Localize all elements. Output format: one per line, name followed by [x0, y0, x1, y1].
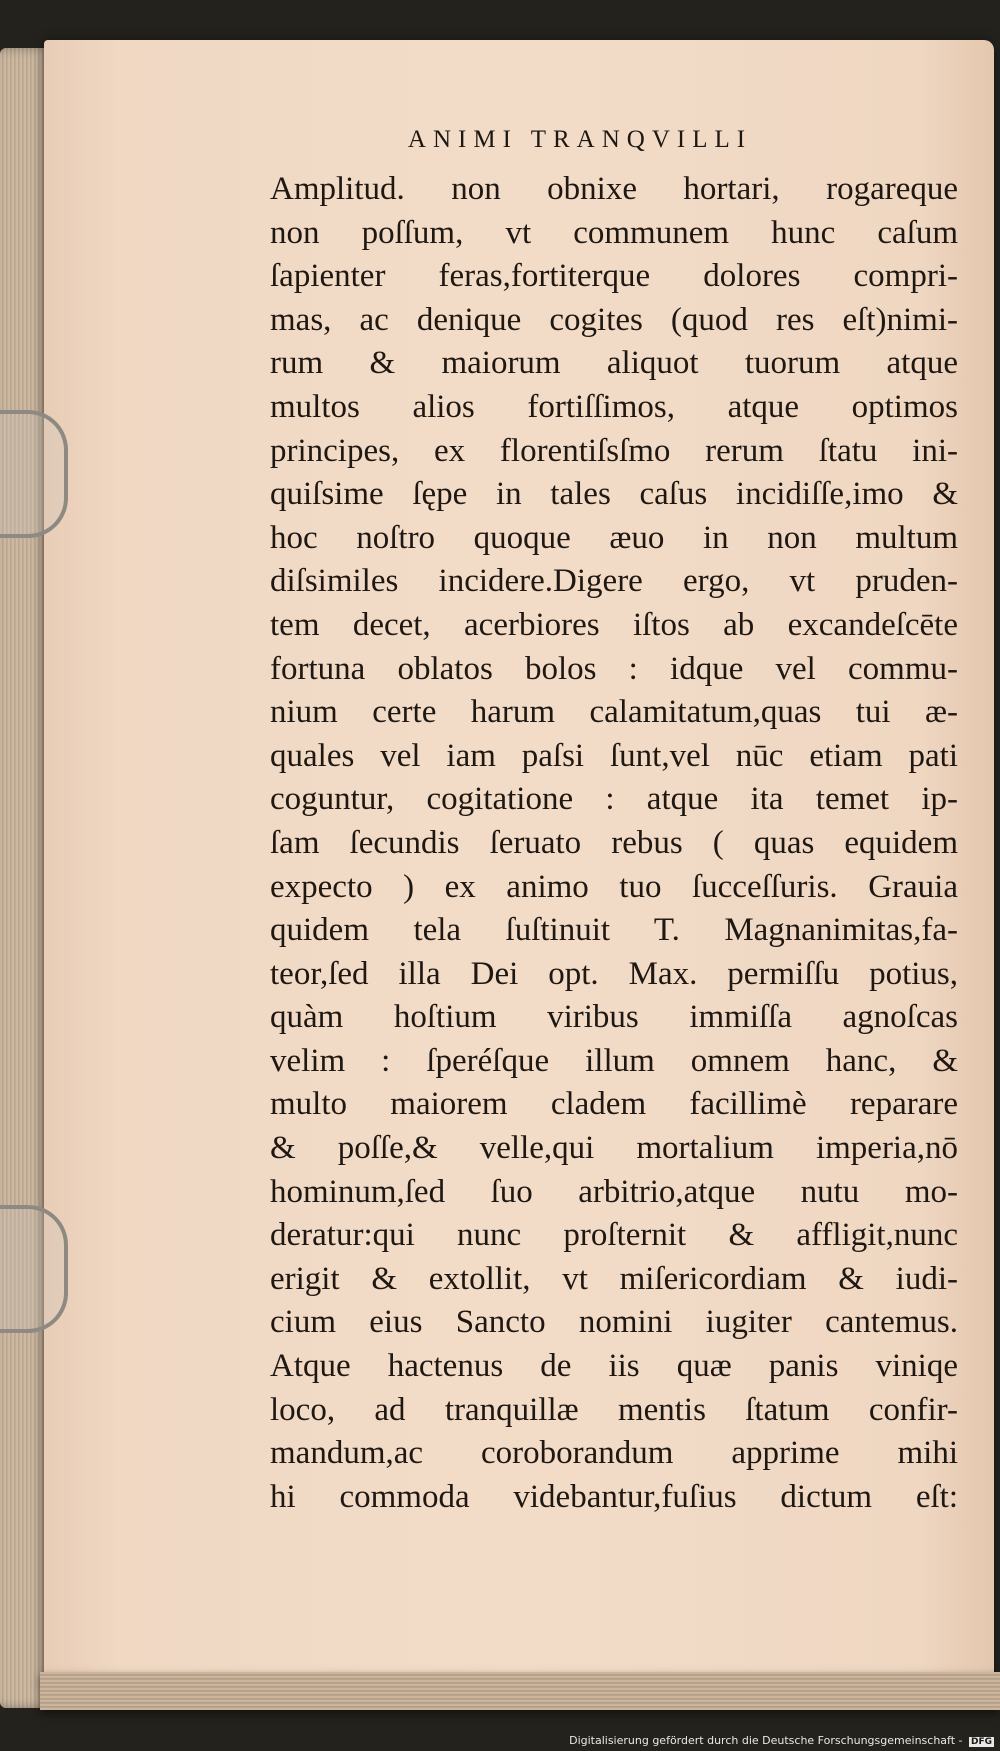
- text-line: tem decet, acerbiores iſtos ab excandeſcēte: [270, 606, 958, 643]
- text-line: nium certe harum calamitatum,quas tui æ-: [270, 694, 958, 731]
- text-line: erigit & extollit, vt miſericordiam & iudi-: [270, 1260, 958, 1297]
- text-line: quales vel iam paſsi ſunt,vel nūc etiam pati: [270, 737, 958, 774]
- text-line: hi commoda videbantur,fuſius dictum eſt:: [270, 1478, 958, 1515]
- text-line: multos alios fortiſſimos, atque optimos: [270, 388, 958, 425]
- text-line: hoc noſtro quoque æuo in non multum: [270, 519, 958, 556]
- text-line: mandum,ac coroborandum apprime mihi: [270, 1435, 958, 1472]
- text-line: & poſſe,& velle,qui mortalium imperia,nō: [270, 1130, 958, 1167]
- book-clip-bottom: [0, 1205, 68, 1333]
- book-clip-top: [0, 410, 68, 538]
- dfg-logo-icon: DFG: [970, 1737, 992, 1747]
- text-line: hominum,ſed ſuo arbitrio,atque nutu mo-: [270, 1173, 958, 1210]
- text-line: velim : ſperéſque illum omnem hanc, &: [270, 1042, 958, 1079]
- text-line: multo maiorem cladem facillimè reparare: [270, 1086, 958, 1123]
- text-line: diſsimiles incidere.Digere ergo, vt pruden-: [270, 563, 958, 600]
- digitization-credit: [569, 1734, 994, 1747]
- text-line: ſapienter feras,fortiterque dolores compri-: [270, 258, 958, 295]
- text-line: mas, ac denique cogites (quod res eſt)nimi-: [270, 301, 958, 338]
- text-line: rum & maiorum aliquot tuorum atque: [270, 345, 958, 382]
- text-line: teor,ſed illa Dei opt. Max. permiſſu potius,: [270, 955, 958, 992]
- book-bottom-edges: [40, 1672, 1000, 1710]
- book-page-edges: [0, 48, 50, 1708]
- text-line: non poſſum, vt communem hunc caſum: [270, 214, 958, 251]
- text-line: loco, ad tranquillæ mentis ſtatum confir-: [270, 1391, 958, 1428]
- text-line: cium eius Sancto nomini iugiter cantemus.: [270, 1304, 958, 1341]
- text-line: expecto ) ex animo tuo ſucceſſuris. Grauia: [270, 868, 958, 905]
- running-head: ANIMI TRANQVILLI: [407, 126, 753, 153]
- text-line: quàm hoſtium viribus immiſſa agnoſcas: [270, 999, 958, 1036]
- text-line: Atque hactenus de iis quæ panis viniqe: [270, 1348, 958, 1385]
- text-line: ſam ſecundis ſeruato rebus ( quas equidem: [270, 824, 958, 861]
- text-line: quidem tela ſuſtinuit T. Magnanimitas,fa-: [270, 912, 958, 949]
- text-line: Amplitud. non obnixe hortari, rogareque: [270, 171, 958, 207]
- text-block: [270, 168, 958, 1519]
- text-line: deratur:qui nunc proſternit & affligit,nunc: [270, 1217, 958, 1254]
- text-line: fortuna oblatos bolos : idque vel commu-: [270, 650, 958, 687]
- text-line: coguntur, cogitatione : atque ita temet ip-: [270, 781, 958, 818]
- credit-text: Digitalisierung gefördert durch die Deutsche Forschungsgemeinschaft -: [569, 1734, 963, 1747]
- text-line: principes, ex florentiſsſmo rerum ſtatu ini-: [270, 432, 958, 469]
- text-line: quiſsime ſępe in tales caſus incidiſſe,imo &: [270, 476, 958, 513]
